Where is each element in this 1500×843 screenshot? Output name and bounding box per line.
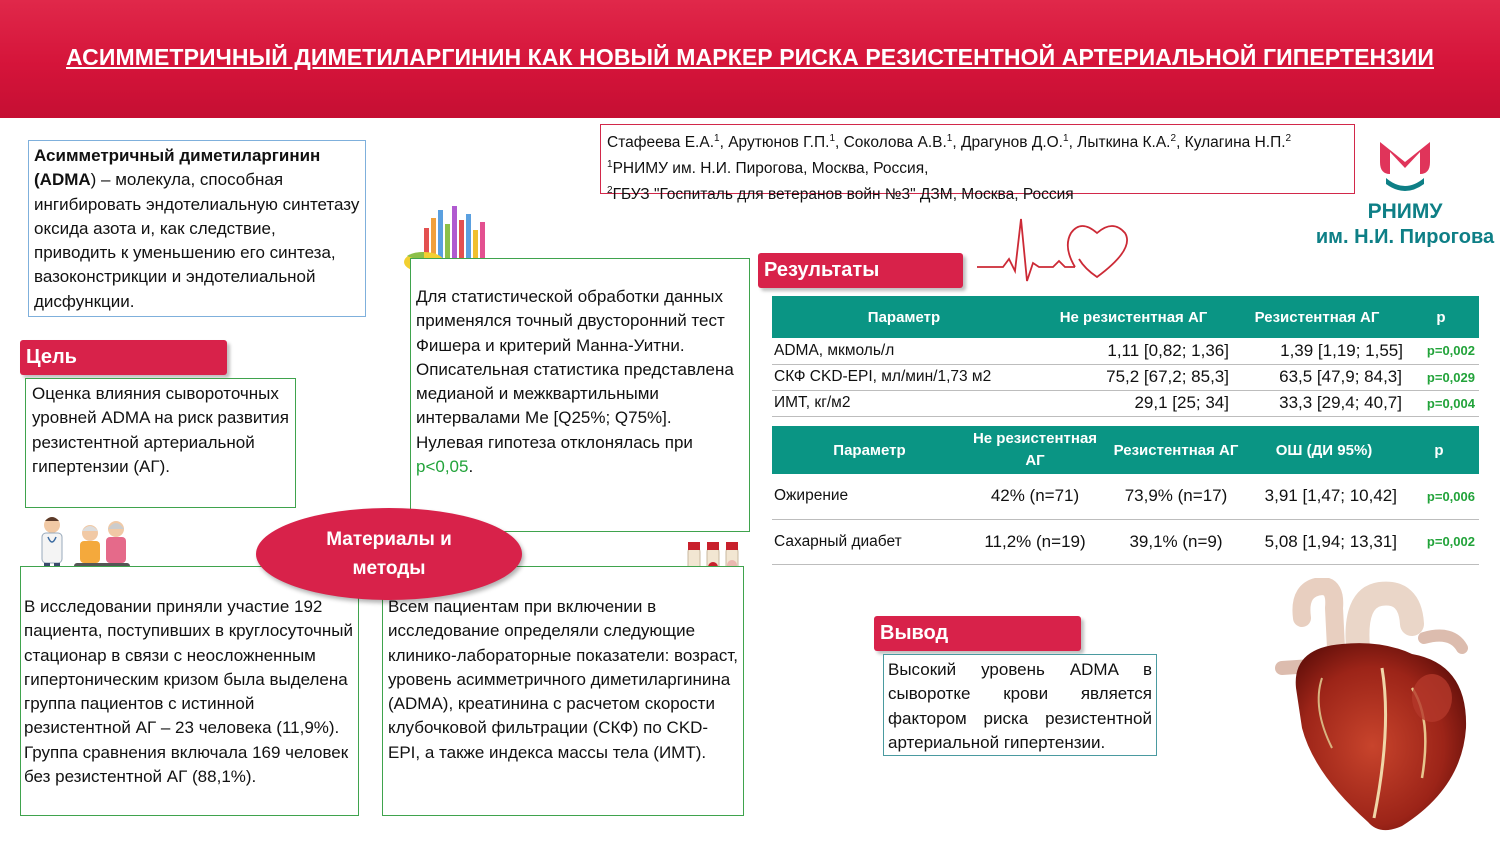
table-row: ADMA, мкмоль/л 1,11 [0,82; 1,36] 1,39 [1,19; 1,55] p=0,002	[772, 338, 1479, 364]
significance-threshold: p<0,05	[416, 457, 469, 477]
patients-text: В исследовании приняли участие 192 пациента, поступивших в круглосуточный стационар в связи с неосложненным гипертоническим кризом была выделена группа пациентов с истинной резистентной АГ – 23 человека (11,9%). Группа сравнения включала 169 человек без резистентной АГ (88,1%).	[24, 597, 353, 787]
t2-header-resistant: Резистентная АГ	[1103, 426, 1249, 474]
table-row: Сахарный диабет 11,2% (n=19) 39,1% (n=9) 5,08 [1,94; 13,31] p=0,002	[772, 519, 1479, 564]
intro-bold: Асимметричный диметиларгинин (ADMA	[34, 146, 321, 190]
anatomical-heart-icon	[1262, 578, 1492, 840]
t2-header-or: ОШ (ДИ 95%)	[1249, 426, 1399, 474]
t1-header-p: p	[1403, 296, 1479, 338]
table-row: Ожирение 42% (n=71) 73,9% (n=17) 3,91 [1,47; 10,42] p=0,006	[772, 474, 1479, 519]
conclusion-label: Вывод	[874, 616, 1081, 651]
conclusion-box	[883, 654, 1157, 756]
authors-line: Стафеева Е.А.$^1$, Арутюнов Г.П.$^1$, Соколова А.В.$^1$, Драгунов Д.О.$^1$, Лыткина К.А.$^2$, Кулагина Н.П.$^2$	[607, 133, 1292, 152]
t2-header-param: Параметр	[772, 426, 967, 474]
table-row: ИМТ, кг/м2 29,1 [25; 34] 33,3 [29,4; 40,7] p=0,004	[772, 390, 1479, 416]
intro-box	[28, 140, 366, 317]
lab-parameters-text: Всем пациентам при включении в исследование определяли следующие клинико-лабораторные показатели: возраст, уровень асимметричного диметиларгинина (ADMA), креатинина с расчетом скорости клубочковой фильтрации (СКФ) по CKD-EPI, а также индекса массы тела (ИМТ).	[388, 597, 738, 762]
t2-header-p: p	[1399, 426, 1479, 474]
logo-name: РНИМУ	[1367, 200, 1443, 223]
affiliation-1: $^1$РНИМУ им. Н.И. Пирогова, Москва, Россия,	[607, 159, 929, 178]
results-table-2	[772, 426, 1479, 565]
methods-label: Материалы и методы	[256, 508, 522, 600]
patients-box	[20, 566, 359, 816]
conclusion-text: Высокий уровень ADMA в сыворотке крови является фактором риска резистентной артериальной гипертензии.	[888, 660, 1152, 752]
goal-text: Оценка влияния сывороточных уровней ADMA на риск развития резистентной артериальной гипертензии (АГ).	[32, 384, 289, 476]
university-logo-icon	[1372, 130, 1438, 196]
statistics-text: Для статистической обработки данных применялся точный двусторонний тест Фишера и критерий Манна-Уитни. Описательная статистика представлена медианой и межквартильными интервалами Ме [Q25%; Q75%]. Нулевая гипотеза отклонялась при	[416, 287, 734, 452]
table-row: СКФ CKD-EPI, мл/мин/1,73 м2 75,2 [67,2; 85,3] 63,5 [47,9; 84,3] p=0,029	[772, 364, 1479, 390]
lab-parameters-box	[382, 566, 744, 816]
t1-header-nonresistant: Не резистентная АГ	[1036, 296, 1231, 338]
affiliation-2: $^2$ГБУЗ "Госпиталь для ветеранов войн №3" ДЗМ, Москва, Россия	[607, 185, 1074, 204]
poster-title: АСИММЕТРИЧНЫЙ ДИМЕТИЛАРГИНИН КАК НОВЫЙ МАРКЕР РИСКА РЕЗИСТЕНТНОЙ АРТЕРИАЛЬНОЙ ГИПЕРТЕНЗИИ	[66, 44, 1434, 70]
goal-box	[25, 378, 296, 508]
intro-text: ) – молекула, способная ингибировать эндотелиальную синтетазу оксида азота и, как следствие, приводить к уменьшению его синтеза, вазоконстрикции и эндотелиальной дисфункции.	[34, 170, 360, 311]
t2-header-nonresistant: Не резистентная АГ	[967, 426, 1103, 474]
t1-header-resistant: Резистентная АГ	[1231, 296, 1403, 338]
authors-box	[600, 124, 1355, 204]
t1-header-param: Параметр	[772, 296, 1036, 338]
goal-label: Цель	[20, 340, 227, 375]
statistics-box: Для статистической обработки данных применялся точный двусторонний тест Фишера и критерий Манна-Уитни. Описательная статистика представлена медианой и межквартильными интервалами Ме [Q25%; Q75%]. Нулевая гипотеза отклонялась при p<0,05.	[410, 258, 750, 532]
results-table-1	[772, 296, 1479, 417]
results-label: Результаты	[758, 253, 963, 288]
ecg-heart-icon	[975, 215, 1137, 285]
logo-subtitle: им. Н.И. Пирогова	[1315, 226, 1495, 248]
